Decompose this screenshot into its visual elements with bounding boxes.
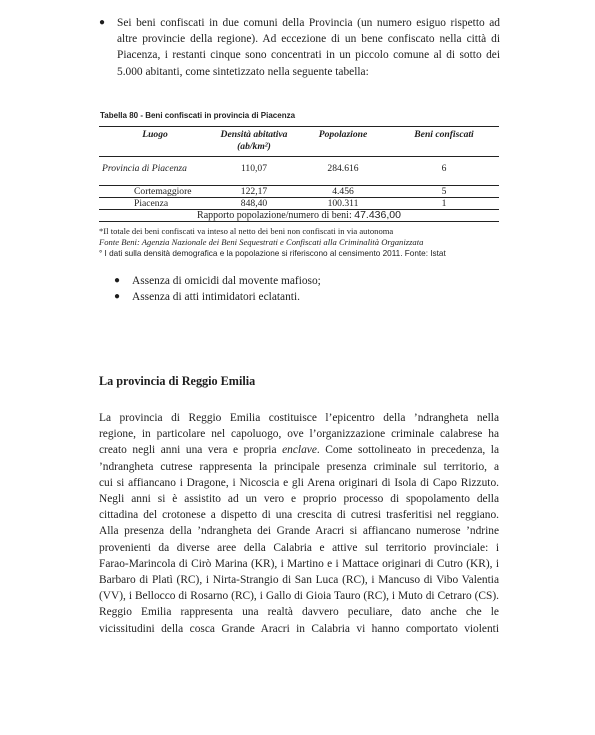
cell-luogo: Piacenza — [99, 198, 211, 210]
header-beni: Beni confiscati — [389, 127, 499, 157]
cell-popolazione: 4.456 — [297, 186, 389, 198]
header-luogo: Luogo — [99, 127, 211, 157]
body-paragraph — [99, 410, 499, 637]
cell-popolazione: 100.311 — [297, 198, 389, 210]
text-line: provenienti da diverse aree della Calabria e attive sul territorio provinciale: i — [99, 541, 499, 554]
table-note-source: Fonte Beni: Agenzia Nazionale dei Beni Sequestrati e Confiscati alla Criminalità Organizzata — [99, 237, 424, 247]
bullet-item-intimidatori — [114, 289, 494, 305]
section-title: La provincia di Reggio Emilia — [99, 374, 256, 388]
text-line: Farao-Marincola di Cirò Marina (KR), i Martino e i Mattace originari di Cutro (KR), i — [99, 557, 499, 570]
cell-densita: 110,07 — [240, 163, 268, 174]
header-popolazione: Popolazione — [297, 127, 389, 157]
bullet-text: Assenza di omicidi dal movente mafioso; — [132, 275, 321, 287]
bullet-item-beni-confiscati — [99, 15, 500, 80]
bullet-text — [117, 15, 500, 80]
enclave-emphasis: enclave — [282, 444, 317, 457]
beni-confiscati-table — [99, 126, 499, 222]
text-line: ’ndrangheta cutrese rappresenta la principale presenza criminale sul territorio, a — [99, 460, 499, 473]
bullet-item-omicidi — [114, 273, 494, 289]
ratio-label: Rapporto popolazione/numero di beni: — [197, 210, 352, 221]
text-line: Negli anni si è assistito ad un vero e proprio processo di spopolamento della — [99, 493, 499, 506]
cell-densita: 848,40 — [211, 198, 297, 210]
table-header-row — [99, 127, 499, 157]
bullet-text: Assenza di atti intimidatori eclatanti. — [132, 291, 300, 303]
text-line: cittadina del crotonese a dispetto di una crescita di cutresi trasferitisi nel reggiano. — [99, 509, 499, 522]
table-row — [99, 186, 499, 198]
text-line: (VV), i Bellocco di Rosarno (RC), i Gallo di Gioia Tauro (RC), i Muto di Cetraro (CS). — [99, 590, 499, 603]
bullet-dot-icon: ● — [114, 275, 121, 286]
text-line: vicissitudini della cosca Grande Aracri in Calabria vi hanno comportato violenti — [99, 622, 499, 635]
cell-densita: 122,17 — [211, 186, 297, 198]
header-densita-line2: (ab/km²) — [237, 141, 271, 152]
text-line: regione, in particolare nel capoluogo, ove l’organizzazione criminale calabrese ha — [99, 428, 499, 441]
text-span: creato negli anni una vera e propria — [99, 444, 283, 457]
text-line: Barbaro di Platì (RC), i Nirta-Strangio di San Luca (RC), i Mancuso di Vibo Valentia — [99, 574, 499, 587]
table-row — [99, 157, 499, 186]
text-line: cui si affiancano i Dragone, i Nicoscia e gli Arena originari di Isola di Capo Rizzuto. — [99, 476, 499, 489]
text-line: La provincia di Reggio Emilia costituisce l’epicentro della ’ndrangheta nella — [99, 412, 499, 424]
text-line: Piacenza, i restanti cinque sono concentrati in un piccolo comune al di sotto dei — [117, 49, 500, 62]
cell-beni: 5 — [389, 186, 499, 198]
text-line: 5.000 abitanti, come sintetizzato nella seguente tabella: — [117, 65, 369, 78]
header-densita-line1: Densità abitativa — [220, 129, 288, 140]
table-caption: Tabella 80 - Beni confiscati in provincia di Piacenza — [100, 111, 296, 120]
table-note-census: ° I dati sulla densità demografica e la popolazione si riferiscono al censimento 2011. Fonte: Istat — [99, 249, 446, 258]
bullet-dot-icon: ● — [114, 291, 121, 302]
ratio-cell — [99, 210, 499, 222]
text-line: altre provincie della regione). Ad eccezione di un bene confiscato nella città di — [117, 33, 500, 46]
bullet-dot-icon: ● — [99, 17, 106, 28]
text-line: Alla presenza della ’ndrangheta dei Grande Aracri si affiancano numerose ’ndrine — [99, 525, 499, 538]
text-line — [99, 442, 499, 458]
header-densita — [211, 127, 297, 157]
cell-luogo: Provincia di Piacenza — [102, 163, 187, 174]
table-row — [99, 198, 499, 210]
text-span: . Come sottolineato in precedenza, la — [316, 444, 499, 457]
cell-beni: 1 — [389, 198, 499, 210]
text-line: Sei beni confiscati in due comuni della Provincia (un numero esiguo rispetto ad — [117, 17, 500, 29]
text-line: Reggio Emilia rappresenta una realtà davvero peculiare, dato anche che le — [99, 606, 499, 619]
table-note-total: *Il totale dei beni confiscati va inteso al netto dei beni non confiscati in via autonoma — [99, 226, 394, 236]
table-ratio-row — [99, 210, 499, 222]
cell-beni: 6 — [441, 163, 447, 174]
cell-luogo: Cortemaggiore — [99, 186, 211, 198]
ratio-value: 47.436,00 — [354, 209, 401, 221]
cell-popolazione: 284.616 — [327, 163, 359, 174]
